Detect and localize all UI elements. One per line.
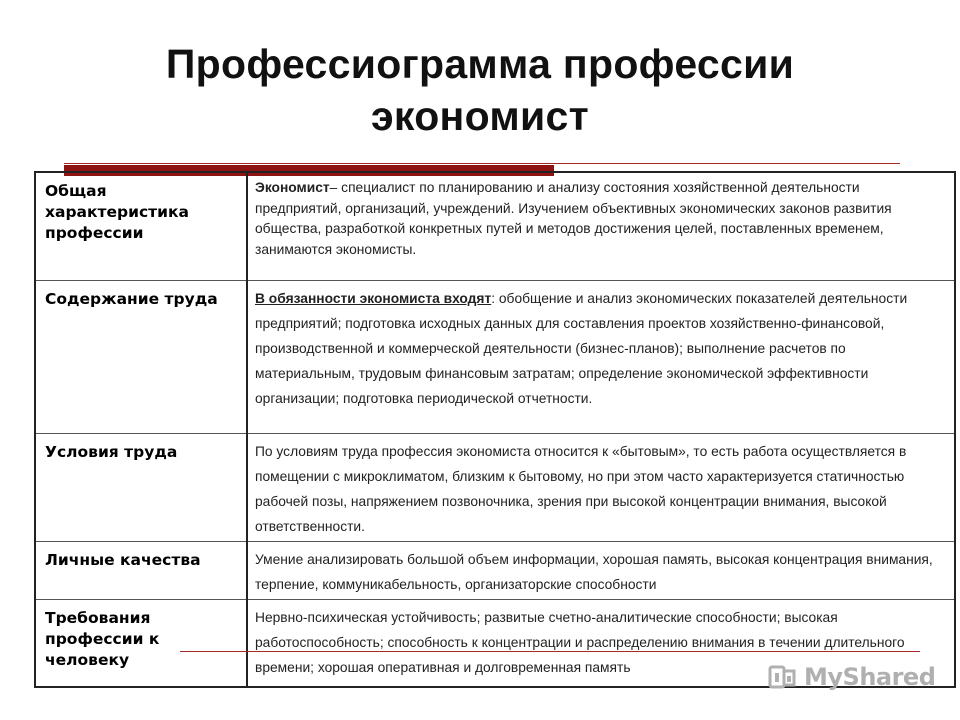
row-label-general: Общая характеристика профессии [35, 172, 247, 280]
lead-term: Экономист [255, 180, 330, 195]
decorative-line-top [64, 163, 900, 164]
row-label-personal-qualities: Личные качества [35, 541, 247, 599]
table-row [35, 433, 955, 541]
profession-table [34, 171, 956, 688]
watermark [768, 660, 935, 694]
page-title-line-1: Профессиограмма профессии [165, 41, 795, 87]
watermark-text: MyShared [804, 663, 936, 691]
table-row [35, 172, 955, 280]
page-title-line-2: экономист [370, 93, 590, 139]
row-text-general [247, 172, 955, 280]
row-body: – специалист по планированию и анализу состояния хозяйственной деятельности предприятий, организаций, учреждений. Изучением объективных экономических законов развития общества, разработкой конкретных путей и методов достижения целей, поставленных временем, занимаются экономисты. [255, 180, 892, 257]
table-row [35, 280, 955, 433]
row-text-personal-qualities: Умение анализировать большой объем информации, хорошая память, высокая концентрация внимания, терпение, коммуникабельность, организаторские способности [247, 541, 955, 599]
row-text-work-content [247, 280, 955, 433]
row-label-work-conditions: Условия труда [35, 433, 247, 541]
table-row [35, 541, 955, 599]
page-title [0, 38, 960, 142]
lead-term: В обязанности экономиста входят [255, 290, 492, 306]
row-text-requirements: Нервно-психическая устойчивость; развитые счетно-аналитические способности; высокая работоспособность; способность к концентрации и распределению внимания в течении длительного времени; хорошая оперативная и долговременная память [247, 599, 955, 687]
row-body: : обобщение и анализ экономических показателей деятельности предприятий; подготовка исходных данных для составления проектов хозяйственно-финансовой, производственной и коммерческой деятельности (бизнес-планов); выполнение расчетов по материальным, трудовым финансовым затратам; определение экономической эффективности организации; подготовка периодической отчетности. [255, 290, 908, 406]
row-label-work-content: Содержание труда [35, 280, 247, 433]
row-label-requirements: Требования профессии к человеку [35, 599, 247, 687]
row-text-work-conditions: По условиям труда профессия экономиста относится к «бытовым», то есть работа осуществляется в помещении с микроклиматом, близким к бытовому, но при этом часто характеризуется статичностью рабочей позы, напряжением позвоночника, зрения при высокой концентрации внимания, высокой ответственности. [247, 433, 955, 541]
myshared-logo-icon [768, 663, 798, 691]
decorative-line-bottom [180, 651, 920, 652]
